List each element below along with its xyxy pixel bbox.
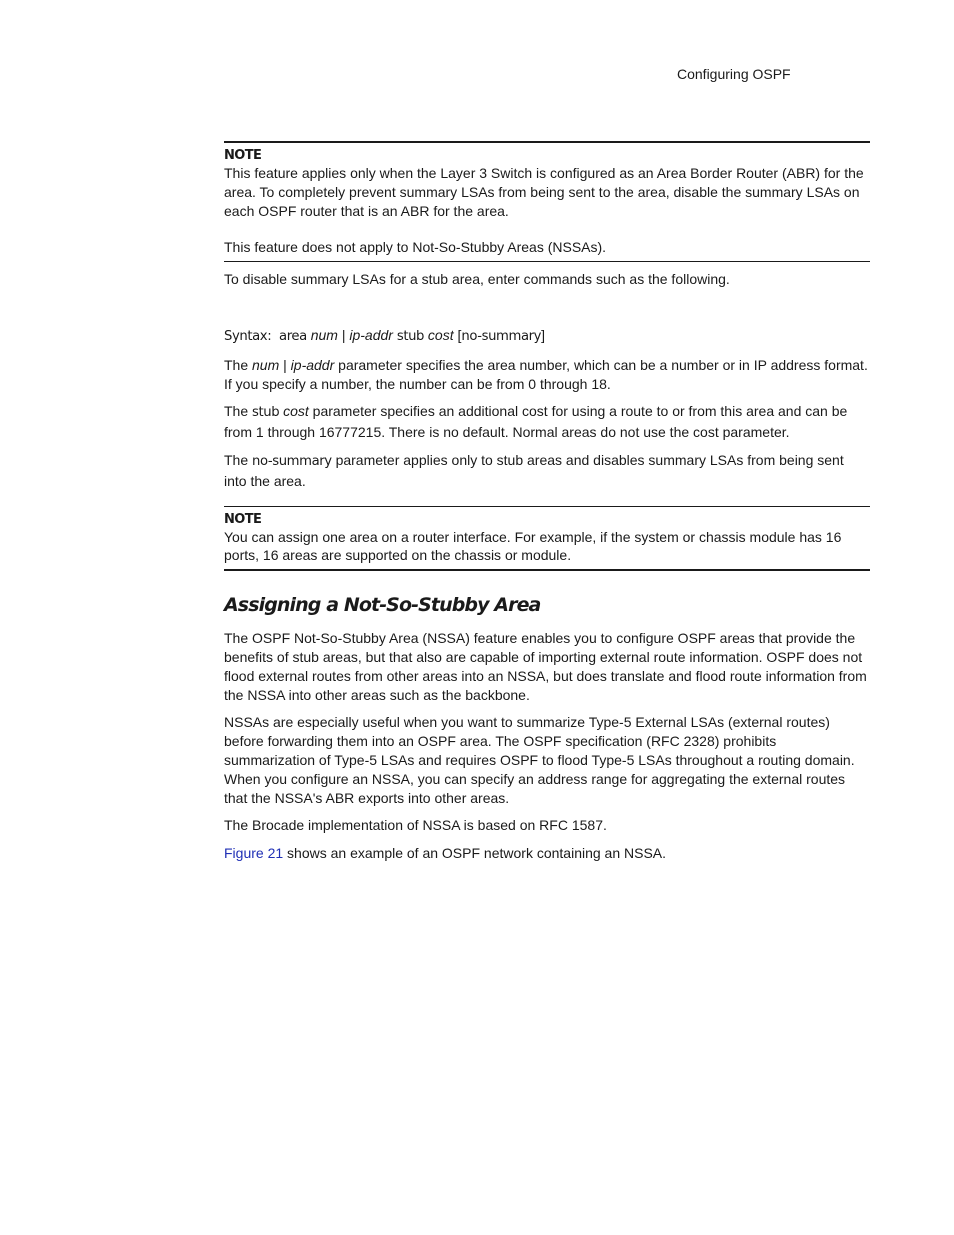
syntax-keyword-area: area (279, 328, 307, 344)
param-num-text: parameter specifies the area number, which can be a number or in IP address format. If you specify a number, the number can be from 0 through 18. (224, 356, 868, 392)
note-label: NOTE (224, 511, 262, 527)
syntax-arg-cost: cost (427, 326, 454, 343)
note-label: NOTE (224, 148, 262, 163)
section-paragraph-4-text: shows an example of an OSPF network containing an NSSA. (283, 845, 667, 862)
figure-21-link[interactable]: Figure 21 (224, 845, 284, 862)
syntax-arg-num: num (310, 326, 338, 343)
section-paragraph-4 (224, 844, 870, 863)
param-nosummary-pre: The (224, 451, 253, 468)
param-nosummary-keyword: no-summary (252, 453, 332, 469)
param-nosummary-paragraph (224, 451, 870, 491)
syntax-arg-ipaddr: ip-addr (349, 326, 393, 343)
note-box-abr (224, 141, 870, 262)
param-stub-pre: The (224, 403, 253, 420)
syntax-keyword-stub: stub (396, 328, 425, 344)
section-heading: Assigning a Not-So-Stubby Area (224, 594, 541, 617)
param-stub-arg: cost (283, 403, 309, 420)
param-stub-keyword: stub (252, 405, 280, 421)
note-text-area: You can assign one area on a router interface. For example, if the system or chassis module has 16 ports, 16 areas are supported on the chassis or module. (224, 528, 842, 564)
section-paragraph-1: The OSPF Not-So-Stubby Area (NSSA) feature enables you to configure OSPF areas that provide the benefits of stub areas, but that also are capable of importing external route information. OSPF does not flood external routes from other areas into an NSSA, but does translate and flood route information from the NSSA into other areas such as the backbone. (224, 630, 867, 703)
param-num-sep: | (279, 356, 291, 373)
note-text-abr: This feature applies only when the Layer 3 Switch is configured as an Area Border Router (ABR) for the area. To completely prevent summary LSAs from being sent to the area, disable the summary LSAs on each OSPF router that is an ABR for the area. (224, 165, 864, 219)
section-paragraph-3: The Brocade implementation of NSSA is based on RFC 1587. (224, 817, 607, 834)
syntax-separator: | (337, 326, 350, 343)
param-num-paragraph (224, 356, 870, 394)
note-box-area (224, 506, 870, 572)
syntax-bracket-open: [ (457, 326, 462, 343)
syntax-keyword-nosummary: no-summary (461, 328, 542, 344)
syntax-bracket-close: ] (541, 326, 545, 343)
note-text-nssa: This feature does not apply to Not-So-Stubby Areas (NSSAs). (224, 239, 607, 256)
page-content (224, 141, 870, 863)
param-stub-text: parameter specifies an additional cost for using a route to or from this area and can be from 1 through 16777215. There is no default. Normal areas do not use the cost parameter. (224, 403, 848, 441)
syntax-label: Syntax: (224, 328, 272, 344)
param-num-pre: The (224, 356, 253, 373)
param-num-arg-ipaddr: ip-addr (290, 356, 335, 373)
section-paragraph-2: NSSAs are especially useful when you want to summarize Type-5 External LSAs (external routes) before forwarding them into an OSPF area. The OSPF specification (RFC 2328) prohibits summarization of Type-5 LSAs and requires OSPF to flood Type-5 LSAs throughout a routing domain. When you configure an NSSA, you can specify an address range for aggregating the external routes that the NSSA's ABR exports into other areas. (224, 714, 855, 806)
param-stub-paragraph (224, 402, 870, 442)
param-nosummary-text: parameter applies only to stub areas and disables summary LSAs from being sent into the area. (224, 451, 844, 489)
syntax-line (224, 326, 870, 347)
running-header: Configuring OSPF (677, 66, 791, 82)
param-num-arg: num (252, 356, 280, 373)
intro-paragraph: To disable summary LSAs for a stub area, enter commands such as the following. (224, 271, 730, 288)
